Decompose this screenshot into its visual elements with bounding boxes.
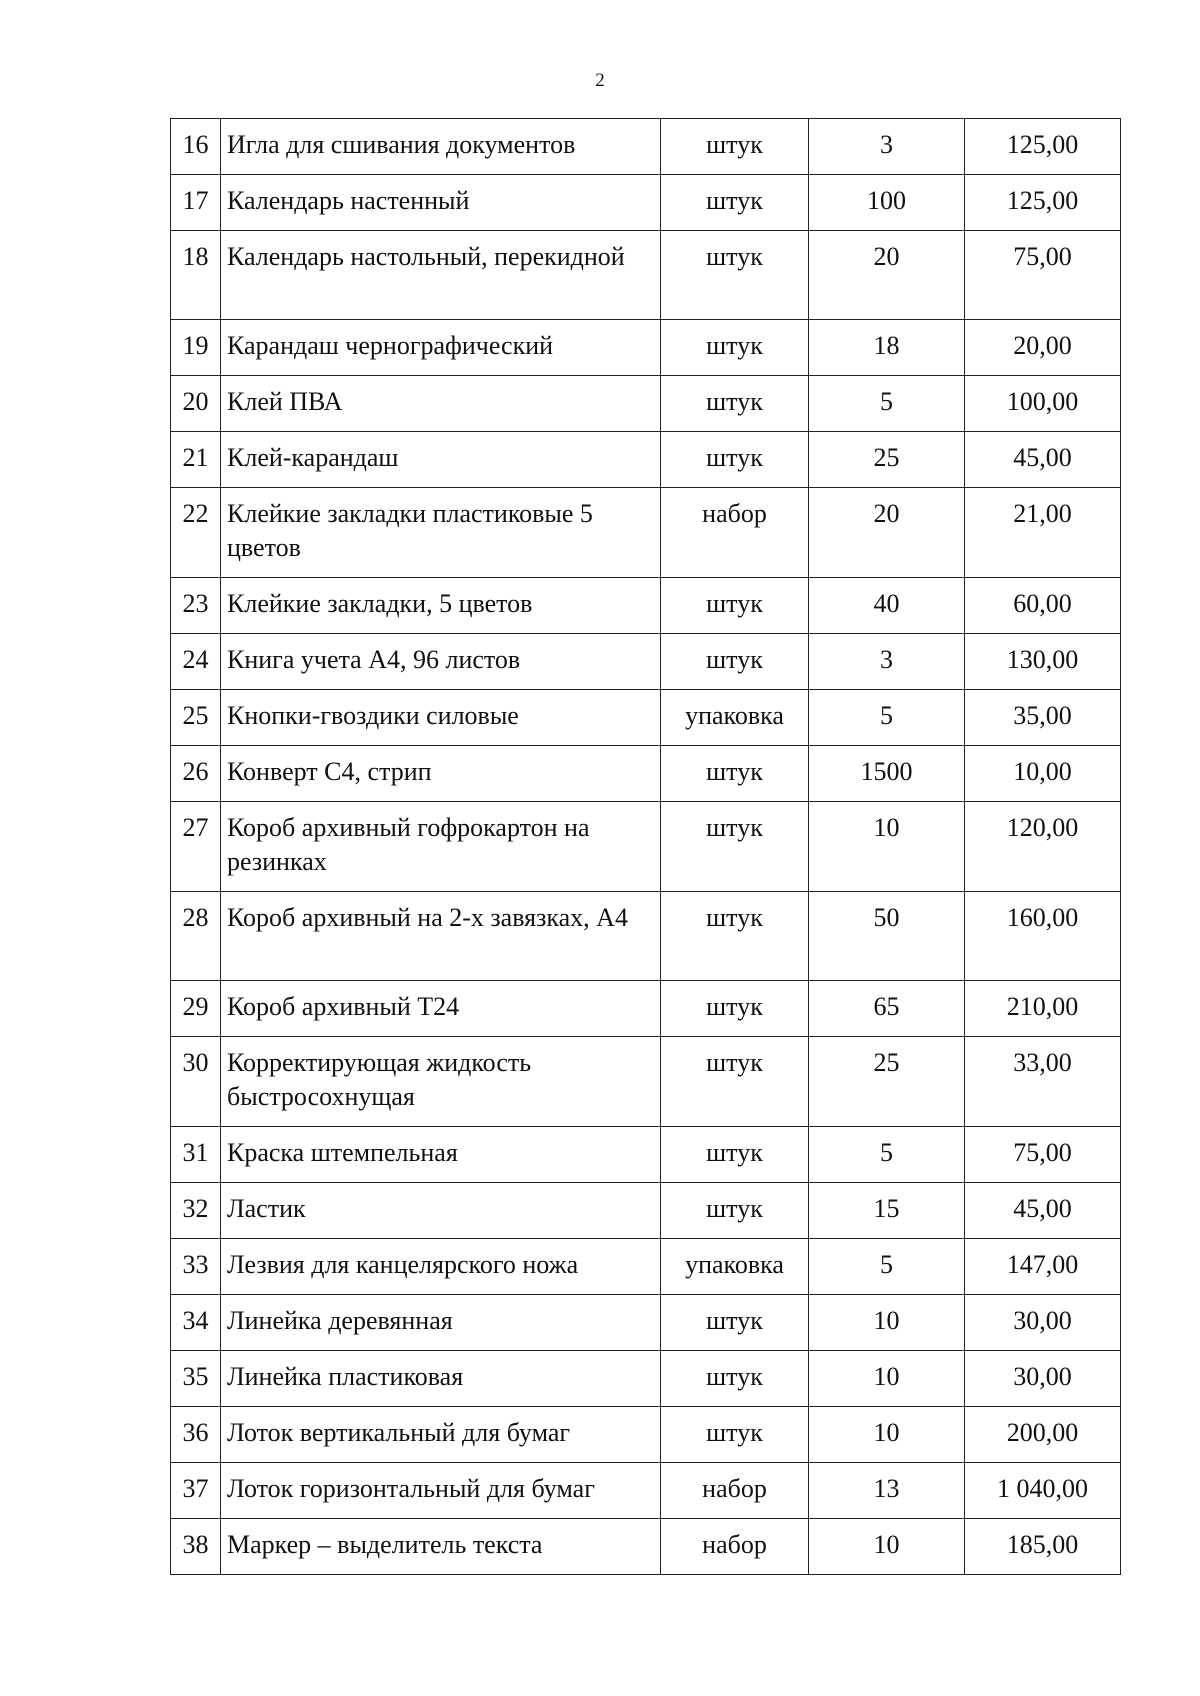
item-unit: штук [661,231,809,320]
item-price: 35,00 [965,690,1121,746]
item-unit: штук [661,578,809,634]
table-row [171,488,1121,578]
row-number: 35 [171,1351,221,1407]
item-name: Лоток вертикальный для бумаг [221,1407,661,1463]
row-number: 24 [171,634,221,690]
row-number: 33 [171,1239,221,1295]
row-number: 34 [171,1295,221,1351]
table-row [171,1037,1121,1127]
item-price: 147,00 [965,1239,1121,1295]
item-unit: штук [661,1037,809,1127]
table-row [171,320,1121,376]
table-row [171,432,1121,488]
table-row [171,634,1121,690]
row-number: 27 [171,802,221,892]
item-unit: штук [661,119,809,175]
row-number: 21 [171,432,221,488]
table-row [171,746,1121,802]
item-price: 160,00 [965,892,1121,981]
item-price: 75,00 [965,231,1121,320]
item-unit: штук [661,1295,809,1351]
item-name: Игла для сшивания документов [221,119,661,175]
item-unit: штук [661,1407,809,1463]
item-price: 185,00 [965,1519,1121,1575]
item-quantity: 10 [809,1351,965,1407]
item-quantity: 1500 [809,746,965,802]
item-quantity: 10 [809,1519,965,1575]
row-number: 29 [171,981,221,1037]
item-quantity: 5 [809,1127,965,1183]
item-name: Линейка деревянная [221,1295,661,1351]
item-quantity: 13 [809,1463,965,1519]
item-name: Клей-карандаш [221,432,661,488]
item-quantity: 10 [809,1295,965,1351]
item-quantity: 25 [809,432,965,488]
item-unit: штук [661,1351,809,1407]
item-price: 45,00 [965,432,1121,488]
row-number: 23 [171,578,221,634]
item-unit: штук [661,1127,809,1183]
row-number: 38 [171,1519,221,1575]
table-row [171,1127,1121,1183]
item-name: Маркер – выделитель текста [221,1519,661,1575]
item-name: Книга учета А4, 96 листов [221,634,661,690]
item-price: 10,00 [965,746,1121,802]
item-unit: штук [661,376,809,432]
item-name: Лезвия для канцелярского ножа [221,1239,661,1295]
item-unit: штук [661,432,809,488]
item-quantity: 20 [809,488,965,578]
item-name: Конверт С4, стрип [221,746,661,802]
item-quantity: 5 [809,690,965,746]
item-price: 125,00 [965,175,1121,231]
table-row [171,1183,1121,1239]
row-number: 25 [171,690,221,746]
item-unit: штук [661,634,809,690]
item-quantity: 18 [809,320,965,376]
row-number: 31 [171,1127,221,1183]
row-number: 18 [171,231,221,320]
item-price: 30,00 [965,1351,1121,1407]
item-quantity: 100 [809,175,965,231]
item-unit: штук [661,802,809,892]
item-name: Клейкие закладки пластиковые 5 цветов [221,488,661,578]
item-price: 45,00 [965,1183,1121,1239]
item-unit: штук [661,175,809,231]
row-number: 37 [171,1463,221,1519]
item-name: Короб архивный на 2-х завязках, А4 [221,892,661,981]
item-unit: набор [661,488,809,578]
item-unit: штук [661,746,809,802]
item-unit: штук [661,892,809,981]
table-row [171,1295,1121,1351]
item-name: Клейкие закладки, 5 цветов [221,578,661,634]
item-unit: штук [661,320,809,376]
row-number: 36 [171,1407,221,1463]
item-price: 20,00 [965,320,1121,376]
row-number: 32 [171,1183,221,1239]
item-price: 75,00 [965,1127,1121,1183]
item-quantity: 5 [809,1239,965,1295]
item-quantity: 50 [809,892,965,981]
row-number: 20 [171,376,221,432]
table-row [171,175,1121,231]
item-name: Календарь настольный, перекидной [221,231,661,320]
item-price: 21,00 [965,488,1121,578]
item-unit: упаковка [661,690,809,746]
table-row [171,1351,1121,1407]
row-number: 28 [171,892,221,981]
item-quantity: 15 [809,1183,965,1239]
item-price: 100,00 [965,376,1121,432]
table-row [171,1239,1121,1295]
item-unit: набор [661,1519,809,1575]
item-quantity: 10 [809,802,965,892]
item-unit: штук [661,981,809,1037]
item-quantity: 40 [809,578,965,634]
table-row [171,981,1121,1037]
item-name: Короб архивный Т24 [221,981,661,1037]
row-number: 30 [171,1037,221,1127]
row-number: 17 [171,175,221,231]
item-quantity: 3 [809,119,965,175]
item-name: Карандаш чернографический [221,320,661,376]
item-name: Короб архивный гофрокартон на резинках [221,802,661,892]
item-price: 1 040,00 [965,1463,1121,1519]
item-unit: упаковка [661,1239,809,1295]
row-number: 26 [171,746,221,802]
table-row [171,578,1121,634]
item-quantity: 5 [809,376,965,432]
item-name: Ластик [221,1183,661,1239]
page-number: 2 [595,70,605,91]
item-price: 200,00 [965,1407,1121,1463]
row-number: 22 [171,488,221,578]
item-name: Лоток горизонтальный для бумаг [221,1463,661,1519]
table-row [171,119,1121,175]
item-quantity: 25 [809,1037,965,1127]
row-number: 16 [171,119,221,175]
item-name: Календарь настенный [221,175,661,231]
item-unit: штук [661,1183,809,1239]
item-name: Корректирующая жидкость быстросохнущая [221,1037,661,1127]
table-row [171,802,1121,892]
item-name: Краска штемпельная [221,1127,661,1183]
table-row [171,376,1121,432]
item-price: 120,00 [965,802,1121,892]
table-row [171,231,1121,320]
table-row [171,1463,1121,1519]
item-quantity: 3 [809,634,965,690]
item-name: Клей ПВА [221,376,661,432]
item-name: Линейка пластиковая [221,1351,661,1407]
row-number: 19 [171,320,221,376]
table-row [171,1519,1121,1575]
item-price: 125,00 [965,119,1121,175]
items-table-body [171,119,1121,1575]
item-price: 130,00 [965,634,1121,690]
item-name: Кнопки-гвоздики силовые [221,690,661,746]
item-price: 30,00 [965,1295,1121,1351]
item-price: 33,00 [965,1037,1121,1127]
table-row [171,892,1121,981]
table-row [171,1407,1121,1463]
item-price: 60,00 [965,578,1121,634]
item-quantity: 20 [809,231,965,320]
item-quantity: 10 [809,1407,965,1463]
item-price: 210,00 [965,981,1121,1037]
item-unit: набор [661,1463,809,1519]
items-table [170,118,1121,1575]
item-quantity: 65 [809,981,965,1037]
table-row [171,690,1121,746]
